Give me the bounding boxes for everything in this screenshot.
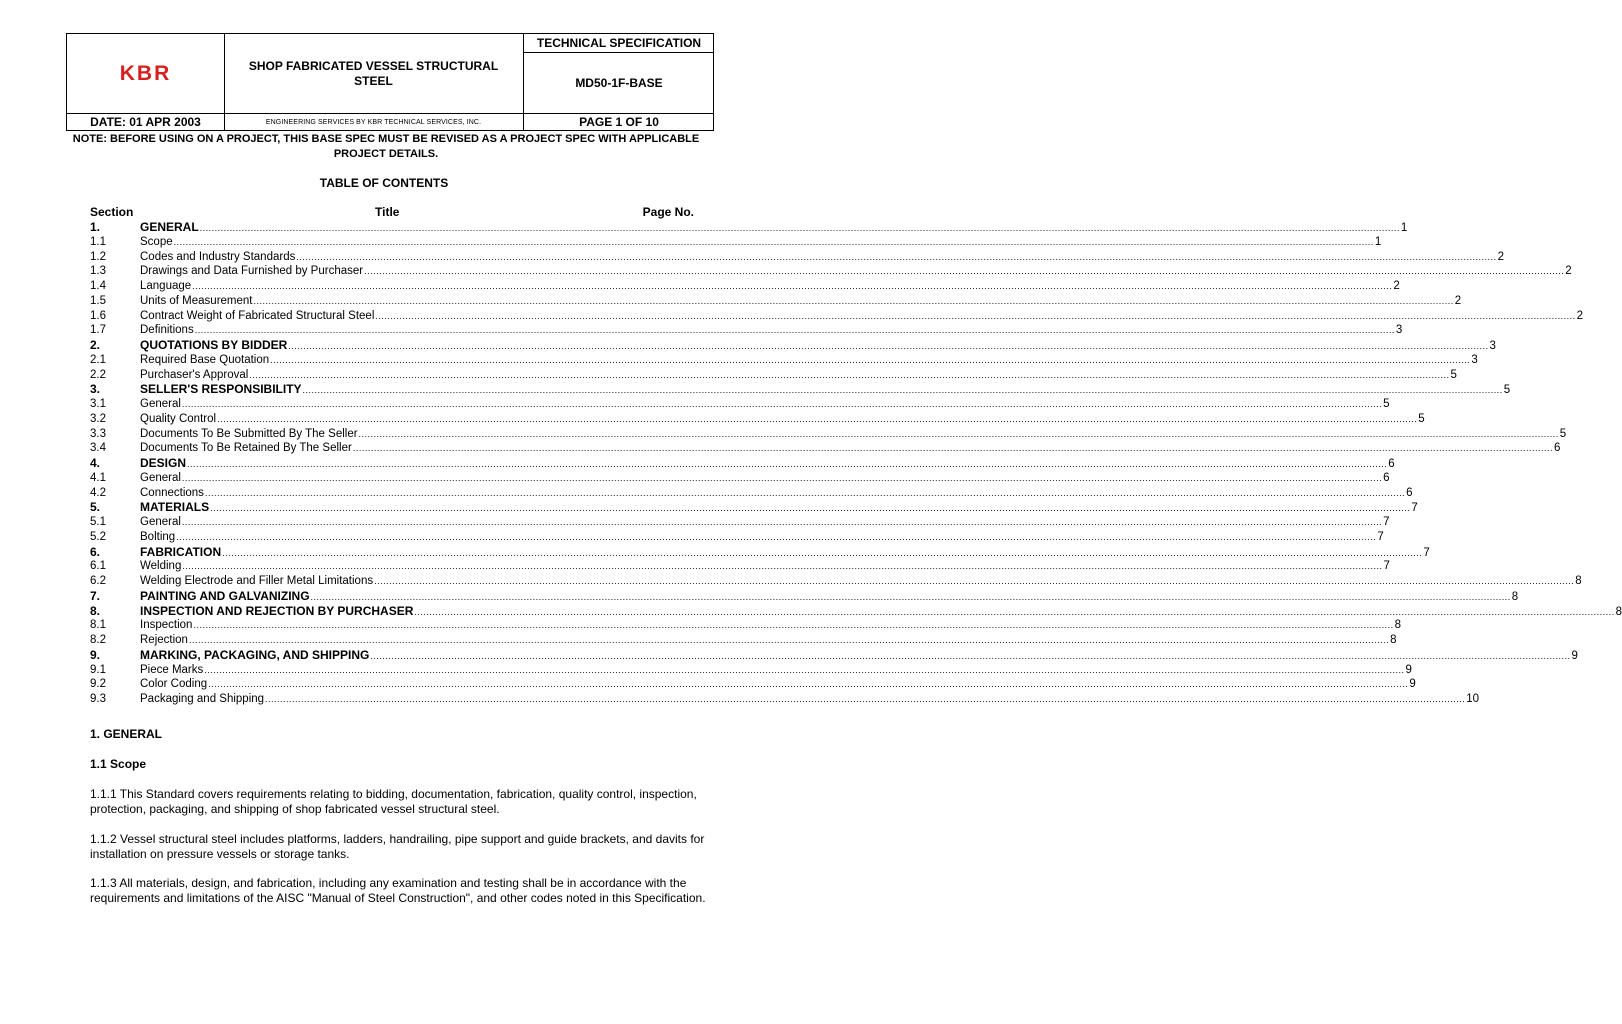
toc-entry bbox=[90, 588, 1519, 604]
toc-entry-page: 8 bbox=[1575, 575, 1582, 587]
document-header bbox=[66, 33, 714, 131]
toc-entry-number: 9.3 bbox=[90, 693, 106, 705]
toc-entry-number: 3.1 bbox=[90, 398, 106, 410]
toc-entry bbox=[90, 294, 1462, 309]
revision-note: NOTE: BEFORE USING ON A PROJECT, THIS BASE SPEC MUST BE REVISED AS A PROJECT SPEC WITH APPLICABLE PROJECT DETAILS. bbox=[72, 133, 700, 160]
toc-entry-number: 6. bbox=[90, 544, 101, 559]
toc-entry-title: Packaging and Shipping bbox=[140, 693, 265, 705]
toc-leader-dots: ................................................................................................................................................................................................................................................................................................................................................................................................................ bbox=[249, 369, 1450, 380]
paragraph: 1.1.3 All materials, design, and fabrication, including any examination and testing shall be in accordance with the requirements and limitations of the AISC "Manual of Steel Construction", and other codes noted in this Specification. bbox=[90, 876, 706, 905]
toc-entry-page: 7 bbox=[1423, 546, 1430, 559]
toc-entry-title: Documents To Be Retained By The Seller bbox=[140, 442, 352, 455]
toc-leader-dots: ................................................................................................................................................................................................................................................................................................................................................................................................................ bbox=[193, 620, 1394, 631]
toc-entry-number: 8.1 bbox=[90, 619, 106, 632]
toc-col-title: Title bbox=[375, 205, 400, 219]
toc-leader-dots: ................................................................................................................................................................................................................................................................................................................................................................................................................ bbox=[199, 223, 1400, 233]
toc-leader-dots: ................................................................................................................................................................................................................................................................................................................................................................................................................ bbox=[208, 679, 1409, 690]
toc-entry-page: 3 bbox=[1489, 340, 1496, 352]
toc-entry-number: 5. bbox=[90, 500, 101, 515]
toc-entry-page: 1 bbox=[1374, 235, 1382, 248]
toc-entry-page: 5 bbox=[1559, 427, 1567, 440]
toc-entry-title: Welding bbox=[140, 560, 182, 573]
toc-entry-number: 4.2 bbox=[90, 486, 106, 499]
toc-entry bbox=[90, 486, 1413, 501]
toc-entry bbox=[90, 633, 1397, 648]
toc-entry-number: 4.1 bbox=[90, 471, 106, 484]
toc-entry bbox=[90, 427, 1567, 442]
toc-entry-page: 7 bbox=[1377, 530, 1384, 543]
toc-entry-number: 3.2 bbox=[90, 412, 106, 425]
issue-date: DATE: 01 APR 2003 bbox=[90, 115, 201, 129]
toc-leader-dots: ................................................................................................................................................................................................................................................................................................................................................................................................................ bbox=[352, 443, 1554, 454]
toc-entry bbox=[90, 264, 1572, 279]
toc-entry-number: 1.1 bbox=[90, 235, 106, 248]
toc-entry bbox=[90, 515, 1390, 530]
toc-entry-page: 5 bbox=[1450, 368, 1457, 381]
section-heading: 1. GENERAL bbox=[90, 727, 163, 741]
toc-entry-number: 3. bbox=[90, 382, 101, 397]
toc-col-page: Page No. bbox=[642, 205, 694, 219]
toc-entry-number: 1.6 bbox=[90, 309, 106, 322]
paragraph: 1.1.2 Vessel structural steel includes platforms, ladders, handrailing, pipe support and guide brackets, and davits for installation on pressure vessels or storage tanks. bbox=[90, 832, 705, 861]
toc-entry-number: 8. bbox=[90, 603, 101, 618]
toc-entry-title: General bbox=[140, 516, 181, 528]
toc-entry bbox=[90, 500, 1418, 515]
toc-leader-dots: ................................................................................................................................................................................................................................................................................................................................................................................................................ bbox=[181, 517, 1383, 527]
toc-entry-number: 2.2 bbox=[90, 368, 106, 381]
toc-entry-title: General bbox=[140, 398, 181, 410]
toc-entry bbox=[90, 338, 1496, 353]
toc-entry-title: Required Base Quotation bbox=[140, 353, 270, 366]
toc-entry bbox=[90, 559, 1390, 574]
toc-leader-dots: ................................................................................................................................................................................................................................................................................................................................................................................................................ bbox=[176, 531, 1377, 542]
toc-entry-title: PAINTING AND GALVANIZING bbox=[140, 588, 310, 603]
toc-entry-number: 1.4 bbox=[90, 280, 106, 292]
page-number: PAGE 1 OF 10 bbox=[579, 115, 659, 129]
toc-leader-dots: ................................................................................................................................................................................................................................................................................................................................................................................................................ bbox=[173, 236, 1374, 247]
toc-entry-title: Contract Weight of Fabricated Structural Steel bbox=[140, 309, 375, 322]
toc-entry-title: Scope bbox=[140, 235, 173, 248]
toc-leader-dots: ................................................................................................................................................................................................................................................................................................................................................................................................................ bbox=[182, 561, 1383, 572]
toc-leader-dots: ................................................................................................................................................................................................................................................................................................................................................................................................................ bbox=[194, 325, 1395, 336]
toc-entry bbox=[90, 382, 1511, 397]
toc-entry bbox=[90, 677, 1416, 692]
toc-entry-number: 3.4 bbox=[90, 442, 106, 455]
toc-heading: TABLE OF CONTENTS bbox=[319, 176, 449, 190]
toc-entry-page: 3 bbox=[1471, 353, 1478, 366]
toc-entry-number: 1. bbox=[90, 220, 101, 234]
toc-entry-page: 5 bbox=[1503, 384, 1511, 397]
toc-entry bbox=[90, 235, 1382, 250]
toc-leader-dots: ................................................................................................................................................................................................................................................................................................................................................................................................................ bbox=[217, 413, 1418, 424]
toc-leader-dots: ................................................................................................................................................................................................................................................................................................................................................................................................................ bbox=[204, 664, 1405, 675]
toc-entry-page: 6 bbox=[1383, 471, 1390, 484]
paragraph: 1.1.1 This Standard covers requirements relating to bidding, documentation, fabrication, quality control, inspection, protection, packaging, and shipping of shop fabricated vessel structural steel. bbox=[90, 787, 697, 816]
toc-entry-number: 5.2 bbox=[90, 530, 106, 543]
toc-entry bbox=[90, 663, 1412, 678]
toc-leader-dots: ................................................................................................................................................................................................................................................................................................................................................................................................................ bbox=[302, 385, 1503, 396]
toc-entry-title: Codes and Industry Standards bbox=[140, 250, 296, 263]
toc-entry-title: Piece Marks bbox=[140, 663, 204, 676]
toc-entry-title: Purchaser's Approval bbox=[140, 368, 249, 381]
toc-leader-dots: ................................................................................................................................................................................................................................................................................................................................................................................................................ bbox=[187, 459, 1388, 469]
toc-entry-page: 9 bbox=[1571, 649, 1578, 662]
toc-leader-dots: ................................................................................................................................................................................................................................................................................................................................................................................................................ bbox=[296, 251, 1497, 262]
toc-entry bbox=[90, 250, 1504, 265]
toc-entry-number: 3.3 bbox=[90, 427, 106, 440]
toc-entry-page: 7 bbox=[1411, 502, 1418, 515]
toc-leader-dots: ................................................................................................................................................................................................................................................................................................................................................................................................................ bbox=[192, 281, 1393, 291]
toc-entry-number: 1.2 bbox=[90, 250, 106, 263]
toc-entry bbox=[90, 220, 1408, 235]
toc-leader-dots: ................................................................................................................................................................................................................................................................................................................................................................................................................ bbox=[181, 472, 1383, 483]
toc-entry-page: 2 bbox=[1497, 250, 1504, 263]
toc-leader-dots: ................................................................................................................................................................................................................................................................................................................................................................................................................ bbox=[364, 266, 1565, 277]
toc-entry-title: Units of Measurement bbox=[140, 294, 253, 307]
kbr-logo: KBR bbox=[119, 61, 172, 85]
toc-entry-title: Inspection bbox=[140, 619, 193, 632]
toc-entry-title: DESIGN bbox=[140, 456, 187, 470]
toc-leader-dots: ................................................................................................................................................................................................................................................................................................................................................................................................................ bbox=[414, 606, 1615, 617]
toc-entry bbox=[90, 353, 1478, 368]
toc-entry bbox=[90, 412, 1425, 427]
toc-leader-dots: ................................................................................................................................................................................................................................................................................................................................................................................................................ bbox=[374, 576, 1575, 586]
toc-entry-page: 5 bbox=[1418, 412, 1425, 425]
toc-entry-number: 6.2 bbox=[90, 575, 106, 587]
toc-entry-page: 10 bbox=[1466, 693, 1480, 705]
toc-entry-title: INSPECTION AND REJECTION BY PURCHASER bbox=[140, 603, 414, 618]
toc-leader-dots: ................................................................................................................................................................................................................................................................................................................................................................................................................ bbox=[222, 547, 1423, 558]
toc-leader-dots: ................................................................................................................................................................................................................................................................................................................................................................................................................ bbox=[253, 295, 1454, 306]
toc-entry-page: 5 bbox=[1383, 398, 1390, 410]
toc-entry-number: 9.1 bbox=[90, 663, 106, 676]
toc-entry-number: 1.3 bbox=[90, 265, 106, 278]
toc-entry-title: Rejection bbox=[140, 634, 188, 646]
toc-entry-number: 1.5 bbox=[90, 294, 106, 307]
toc-entry bbox=[90, 441, 1561, 456]
toc-entry bbox=[90, 574, 1582, 589]
toc-entry-title: Language bbox=[140, 280, 192, 292]
toc-entry-title: MATERIALS bbox=[140, 500, 210, 515]
toc-entry bbox=[90, 368, 1457, 383]
toc-leader-dots: ................................................................................................................................................................................................................................................................................................................................................................................................................ bbox=[270, 354, 1471, 365]
toc-entry bbox=[90, 618, 1402, 633]
toc-leader-dots: ................................................................................................................................................................................................................................................................................................................................................................................................................ bbox=[265, 694, 1466, 704]
toc-entry-title: Quality Control bbox=[140, 412, 217, 425]
document-title: SHOP FABRICATED VESSEL STRUCTURAL STEEL bbox=[248, 58, 499, 88]
toc-entry-number: 7. bbox=[90, 588, 101, 603]
toc-entry-number: 6.1 bbox=[90, 560, 106, 573]
toc-entry-number: 1.7 bbox=[90, 324, 106, 337]
toc-entry bbox=[90, 279, 1400, 294]
toc-entry bbox=[90, 471, 1390, 486]
toc-entry-page: 9 bbox=[1409, 678, 1416, 691]
toc-entry bbox=[90, 603, 1622, 619]
toc-entry-page: 8 bbox=[1511, 590, 1519, 603]
toc-leader-dots: ................................................................................................................................................................................................................................................................................................................................................................................................................ bbox=[370, 650, 1571, 661]
toc-leader-dots: ................................................................................................................................................................................................................................................................................................................................................................................................................ bbox=[181, 399, 1383, 409]
toc-entry-page: 2 bbox=[1393, 280, 1400, 292]
toc-entry bbox=[90, 647, 1578, 663]
spec-type: TECHNICAL SPECIFICATION bbox=[536, 36, 702, 50]
toc-leader-dots: ................................................................................................................................................................................................................................................................................................................................................................................................................ bbox=[210, 503, 1411, 514]
toc-entry-number: 8.2 bbox=[90, 634, 106, 646]
toc-entry-page: 2 bbox=[1565, 265, 1572, 278]
toc-leader-dots: ................................................................................................................................................................................................................................................................................................................................................................................................................ bbox=[204, 487, 1406, 498]
toc-entry-number: 9.2 bbox=[90, 678, 106, 691]
toc-entry-number: 9. bbox=[90, 647, 101, 662]
spec-number: MD50-1F-BASE bbox=[575, 75, 663, 90]
toc-entry-title: Welding Electrode and Filler Metal Limitations bbox=[140, 575, 374, 587]
issuer: ENGINEERING SERVICES BY KBR TECHNICAL SERVICES, INC. bbox=[265, 118, 482, 126]
toc-entry-title: Documents To Be Submitted By The Seller bbox=[140, 427, 358, 440]
toc-entry-title: Connections bbox=[140, 486, 204, 499]
toc-entry bbox=[90, 397, 1390, 412]
toc-entry-page: 8 bbox=[1394, 619, 1402, 632]
toc-entry-page: 6 bbox=[1554, 442, 1561, 455]
toc-entry bbox=[90, 530, 1384, 545]
toc-entry-page: 9 bbox=[1405, 663, 1412, 676]
toc-entry-title: SELLER'S RESPONSIBILITY bbox=[140, 382, 302, 397]
toc-entry bbox=[90, 692, 1480, 707]
toc-entry-page: 8 bbox=[1390, 634, 1397, 646]
toc-entry bbox=[90, 544, 1430, 560]
toc-entry-number: 2. bbox=[90, 338, 101, 352]
toc-entry-title: Drawings and Data Furnished by Purchaser bbox=[140, 265, 364, 278]
toc-leader-dots: ................................................................................................................................................................................................................................................................................................................................................................................................................ bbox=[188, 635, 1390, 645]
toc-entry-number: 2.1 bbox=[90, 353, 106, 366]
toc-leader-dots: ................................................................................................................................................................................................................................................................................................................................................................................................................ bbox=[310, 591, 1511, 602]
toc-entry-number: 5.1 bbox=[90, 516, 106, 528]
toc-entry-page: 7 bbox=[1383, 516, 1390, 528]
toc-entry-page: 8 bbox=[1615, 605, 1622, 618]
toc-entry-title: GENERAL bbox=[140, 220, 199, 234]
toc-entry-title: QUOTATIONS BY BIDDER bbox=[140, 338, 288, 352]
subsection-heading: 1.1 Scope bbox=[90, 757, 147, 771]
toc-col-section: Section bbox=[90, 205, 134, 219]
toc-leader-dots: ................................................................................................................................................................................................................................................................................................................................................................................................................ bbox=[375, 310, 1576, 321]
toc-entry-page: 3 bbox=[1395, 324, 1403, 337]
toc-entry-title: MARKING, PACKAGING, AND SHIPPING bbox=[140, 647, 370, 662]
toc-entry bbox=[90, 456, 1395, 471]
toc-entry bbox=[90, 323, 1403, 338]
toc-entry-page: 2 bbox=[1576, 309, 1583, 322]
toc-entry-title: Bolting bbox=[140, 530, 176, 543]
toc-entry-number: 4. bbox=[90, 456, 101, 470]
toc-entry-title: Definitions bbox=[140, 324, 194, 337]
toc-entry-title: Color Coding bbox=[140, 678, 208, 691]
toc-leader-dots: ................................................................................................................................................................................................................................................................................................................................................................................................................ bbox=[358, 428, 1559, 439]
table-of-contents bbox=[90, 220, 1622, 707]
toc-entry-page: 2 bbox=[1454, 294, 1462, 307]
toc-entry-page: 7 bbox=[1383, 560, 1390, 573]
toc-entry bbox=[90, 309, 1583, 324]
toc-leader-dots: ................................................................................................................................................................................................................................................................................................................................................................................................................ bbox=[288, 341, 1489, 351]
toc-entry-page: 1 bbox=[1400, 222, 1408, 234]
toc-entry-page: 6 bbox=[1388, 458, 1395, 470]
toc-entry-page: 6 bbox=[1406, 486, 1413, 499]
toc-entry-title: FABRICATION bbox=[140, 544, 222, 559]
toc-entry-title: General bbox=[140, 471, 181, 484]
